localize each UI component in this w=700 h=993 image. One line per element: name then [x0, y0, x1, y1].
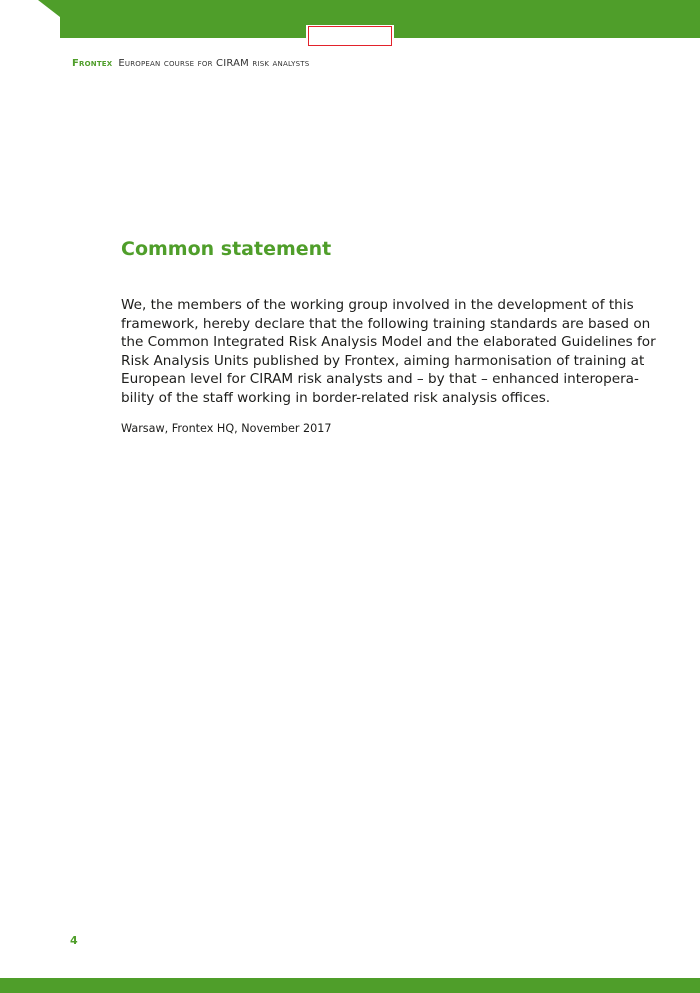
statement-line: European level for CIRAM risk analysts and – by that – enhanced interopera-	[121, 371, 639, 387]
statement-line: Risk Analysis Units published by Frontex, aiming harmonisation of training at	[121, 352, 645, 369]
red-marker-box	[308, 26, 392, 46]
section-title: Common statement	[121, 238, 332, 260]
statement-line: bility of the staff working in border-related risk analysis offices.	[121, 389, 551, 406]
statement-line: the Common Integrated Risk Analysis Model and the elaborated Guidelines for	[121, 334, 656, 350]
brand-name: Frontex	[72, 58, 113, 69]
bottom-green-band	[0, 978, 700, 993]
statement-line: framework, hereby declare that the following training standards are based on	[121, 315, 651, 332]
statement-paragraph	[121, 296, 656, 407]
page-number: 4	[70, 934, 78, 947]
statement-line: We, the members of the working group involved in the development of this	[121, 297, 634, 313]
running-head-title: European course for CIRAM risk analysts	[118, 58, 310, 69]
place-date: Warsaw, Frontex HQ, November 2017	[121, 422, 332, 435]
running-head	[72, 58, 309, 69]
